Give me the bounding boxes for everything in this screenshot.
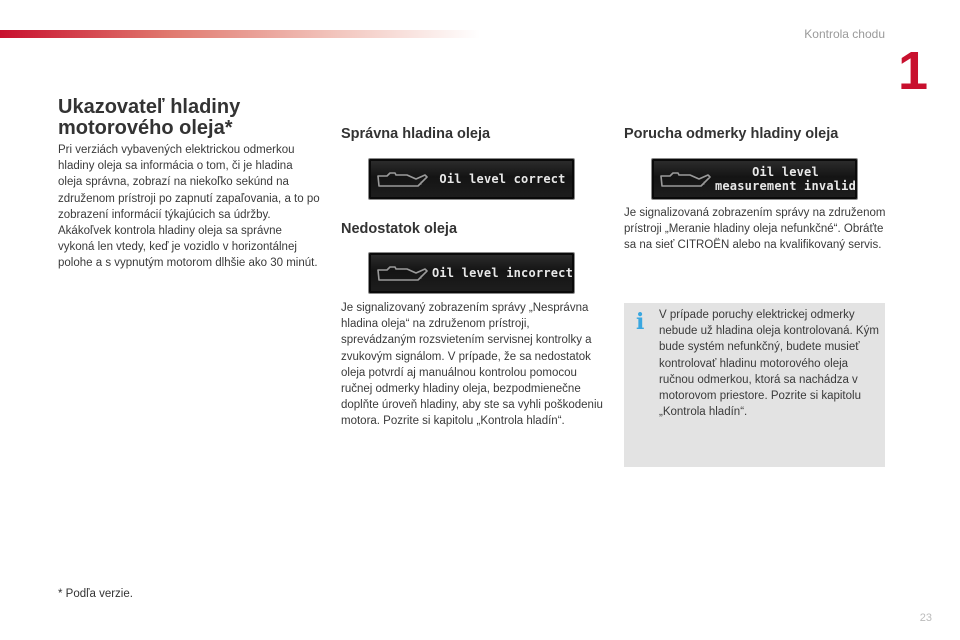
oil-level-correct-display	[368, 158, 575, 200]
low-oil-paragraph: Je signalizovaný zobrazením správy „Nesprávna hladina oleja“ na združenom prístroji, sprevádzaným rozsvietením servisnej kontrolky a zvukovým signálom. V prípade, že sa nedostatok oleja potvrdí aj manuálnou kontrolou pomocou ručnej odmerky hladiny oleja, bezpodmienečne doplňte úroveň hladiny, aby ste sa vyhli poškodeniu motora. Pozrite si kapitolu „Kontrola hladín“.	[341, 302, 603, 428]
correct-level-heading: Správna hladina oleja	[341, 126, 491, 142]
header-accent-bar	[0, 30, 480, 38]
page-title-line-1: Ukazovateľ hladiny	[58, 96, 241, 118]
display-message: Oil level correct	[439, 172, 566, 186]
low-oil-heading: Nedostatok oleja	[341, 221, 458, 237]
page-title-line-2: motorového oleja*	[58, 117, 233, 139]
footnote: * Podľa verzie.	[58, 588, 133, 600]
fault-heading: Porucha odmerky hladiny oleja	[624, 126, 839, 142]
info-paragraph: V prípade poruchy elektrickej odmerky nebude už hladina oleja kontrolovaná. Kým bude systém nefunkčný, budete musieť kontrolovať hladinu motorového oleja ručnou odmerkou, ktorá sa nachádza v motorovom priestore. Pozrite si kapitolu „Kontrola hladín“.	[659, 309, 879, 419]
oil-level-incorrect-display	[368, 252, 575, 294]
chapter-number: 1	[897, 41, 928, 101]
display-line-2: measurement invalid	[714, 179, 857, 193]
info-box	[624, 303, 885, 467]
oil-can-icon	[375, 261, 431, 285]
info-icon: i	[636, 309, 645, 335]
page-number: 23	[919, 612, 932, 624]
intro-paragraph: Pri verziách vybavených elektrickou odmerkou hladiny oleja sa informácia o tom, či je hladina oleja správna, zobrazí na niekoľko sekúnd na združenom prístroji po zapnutí zapaľovania, a to po zobrazení informácií týkajúcich sa údržby. Akákoľvek kontrola hladiny oleja sa správne vykoná len vtedy, keď je vozidlo v horizontálnej polohe a s vypnutým motorom dlhšie ako 30 minút.	[58, 144, 320, 270]
oil-measurement-invalid-display	[651, 158, 858, 200]
oil-can-icon	[658, 167, 714, 191]
display-message	[714, 165, 857, 193]
oil-can-icon	[375, 167, 431, 191]
page-title	[58, 97, 240, 139]
display-line-1: Oil level	[752, 165, 819, 179]
display-message: Oil level incorrect	[431, 266, 574, 280]
fault-paragraph: Je signalizovaná zobrazením správy na združenom prístroji „Meranie hladiny oleja nefunkčné“. Obráťte sa na sieť CITROËN alebo na kvalifikovaný servis.	[624, 207, 886, 252]
section-name: Kontrola chodu	[804, 27, 885, 41]
